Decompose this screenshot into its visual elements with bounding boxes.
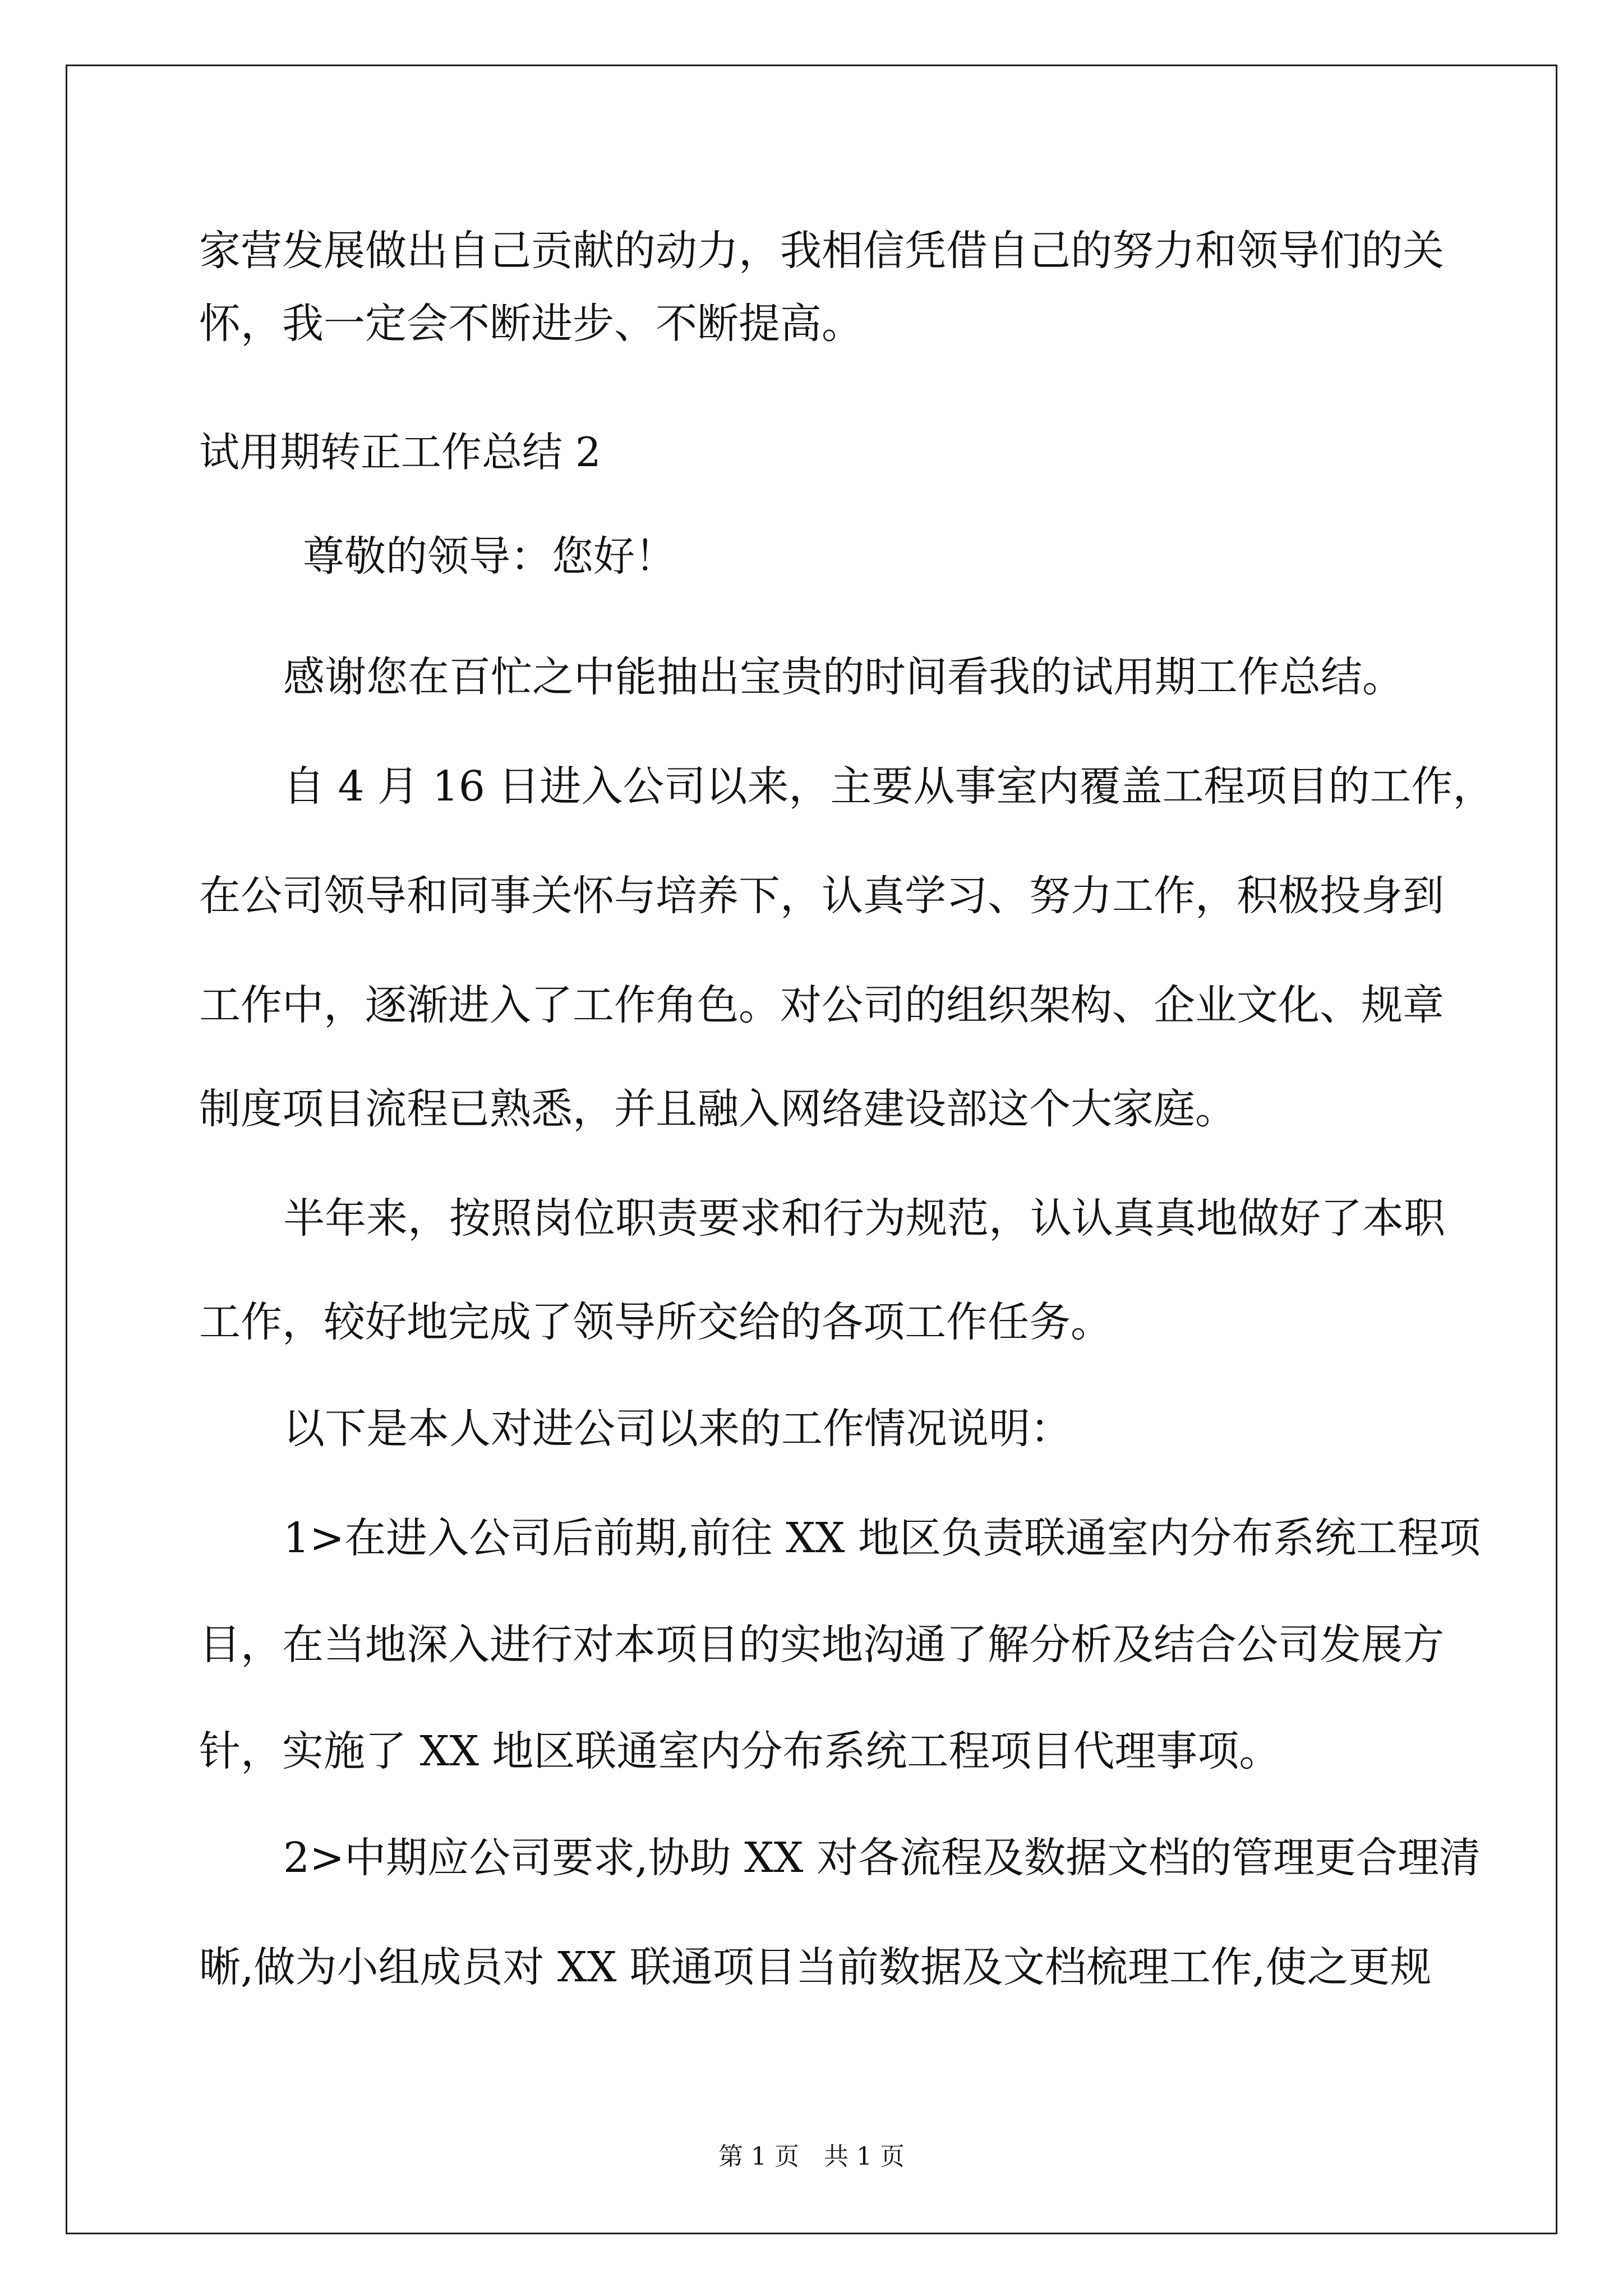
text-line: 怀，我一定会不断进步、不断提高。 bbox=[199, 300, 863, 348]
text-line: 自 4 月 16 日进入公司以来，主要从事室内覆盖工程项目的工作， bbox=[283, 762, 1495, 811]
text-line: 工作中，逐渐进入了工作角色。对公司的组织架构、企业文化、规章 bbox=[199, 981, 1444, 1029]
text-line: 半年来，按照岗位职责要求和行为规范，认认真真地做好了本职 bbox=[283, 1194, 1445, 1243]
text-line: 家营发展做出自己贡献的动力，我相信凭借自己的努力和领导们的关 bbox=[199, 227, 1444, 275]
text-line: 1>在进入公司后前期,前往 XX 地区负责联通室内分布系统工程项 bbox=[283, 1514, 1481, 1562]
text-line: 工作，较好地完成了领导所交给的各项工作任务。 bbox=[199, 1298, 1112, 1346]
text-line: 在公司领导和同事关怀与培养下，认真学习、努力工作，积极投身到 bbox=[199, 872, 1444, 920]
page-number-footer: 第 1 页 共 1 页 bbox=[718, 2142, 905, 2171]
text-line: 目，在当地深入进行对本项目的实地沟通了解分析及结合公司发展方 bbox=[199, 1621, 1444, 1669]
text-line: 以下是本人对进公司以来的工作情况说明： bbox=[283, 1405, 1072, 1453]
section-title: 试用期转正工作总结 2 bbox=[199, 429, 601, 476]
text-line: 感谢您在百忙之中能抽出宝贵的时间看我的试用期工作总结。 bbox=[283, 653, 1404, 701]
text-line: 制度项目流程已熟悉，并且融入网络建设部这个大家庭。 bbox=[199, 1085, 1237, 1133]
text-line: 针，实施了 XX 地区联通室内分布系统工程项目代理事项。 bbox=[199, 1727, 1281, 1775]
salutation: 尊敬的领导：您好！ bbox=[303, 532, 676, 581]
page-border bbox=[66, 65, 1557, 2234]
text-line: 晰,做为小组成员对 XX 联通项目当前数据及文档梳理工作,使之更规 bbox=[199, 1943, 1432, 1991]
text-line: 2>中期应公司要求,协助 XX 对各流程及数据文档的管理更合理清 bbox=[283, 1834, 1481, 1882]
